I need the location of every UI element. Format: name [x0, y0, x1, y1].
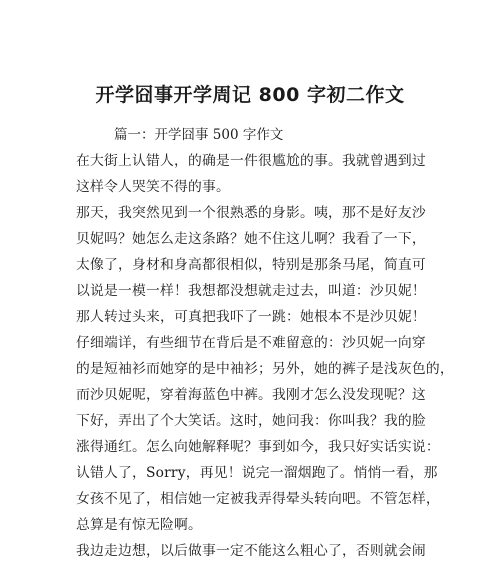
text-line: 贝妮吗？她怎么走这条路？她不住这儿啊？我看了一下，: [76, 231, 426, 247]
text-line: 以说是一模一样！我想都没想就走过去，叫道：沙贝妮！: [76, 283, 426, 299]
text-line: 在大街上认错人，的确是一件很尴尬的事。我就曾遇到过: [76, 153, 426, 169]
text-line: 仔细端详，有些细节在背后是不难留意的：沙贝妮一向穿: [76, 335, 426, 351]
text-line: 下好，弄出了个大笑话。这时，她问我：你叫我？我的脸: [76, 413, 426, 429]
text-line: 那天，我突然见到一个很熟悉的身影。咦，那不是好友沙: [76, 205, 426, 221]
text-line: 女孩不见了，相信她一定被我弄得晕头转向吧。不管怎样，: [76, 491, 440, 507]
body-text: [76, 148, 476, 564]
text-line: 这样令人哭笑不得的事。: [76, 179, 230, 195]
text-line: 我边走边想，以后做事一定不能这么粗心了，否则就会闹: [76, 543, 426, 559]
text-line: 认错人了，Sorry，再见！说完一溜烟跑了。悄悄一看，那: [76, 465, 438, 481]
text-line: 涨得通红。怎么向她解释呢？事到如今，我只好实话实说：: [76, 439, 440, 455]
document-title: 开学囧事开学周记 800 字初二作文: [95, 84, 405, 106]
text-line: 而沙贝妮呢，穿着海蓝色中裤。我刚才怎么没发现呢？这: [76, 387, 426, 403]
text-line: 太像了，身材和身高都很相似，特别是那条马尾，简直可: [76, 257, 426, 273]
text-line: 的是短袖衫而她穿的是中袖衫；另外，她的裤子是浅灰色的，: [76, 361, 454, 377]
section-heading: 篇一：开学囧事 500 字作文: [114, 127, 284, 143]
text-line: 那人转过头来，可真把我吓了一跳：她根本不是沙贝妮！: [76, 309, 426, 325]
text-line: 总算是有惊无险啊。: [76, 517, 202, 533]
